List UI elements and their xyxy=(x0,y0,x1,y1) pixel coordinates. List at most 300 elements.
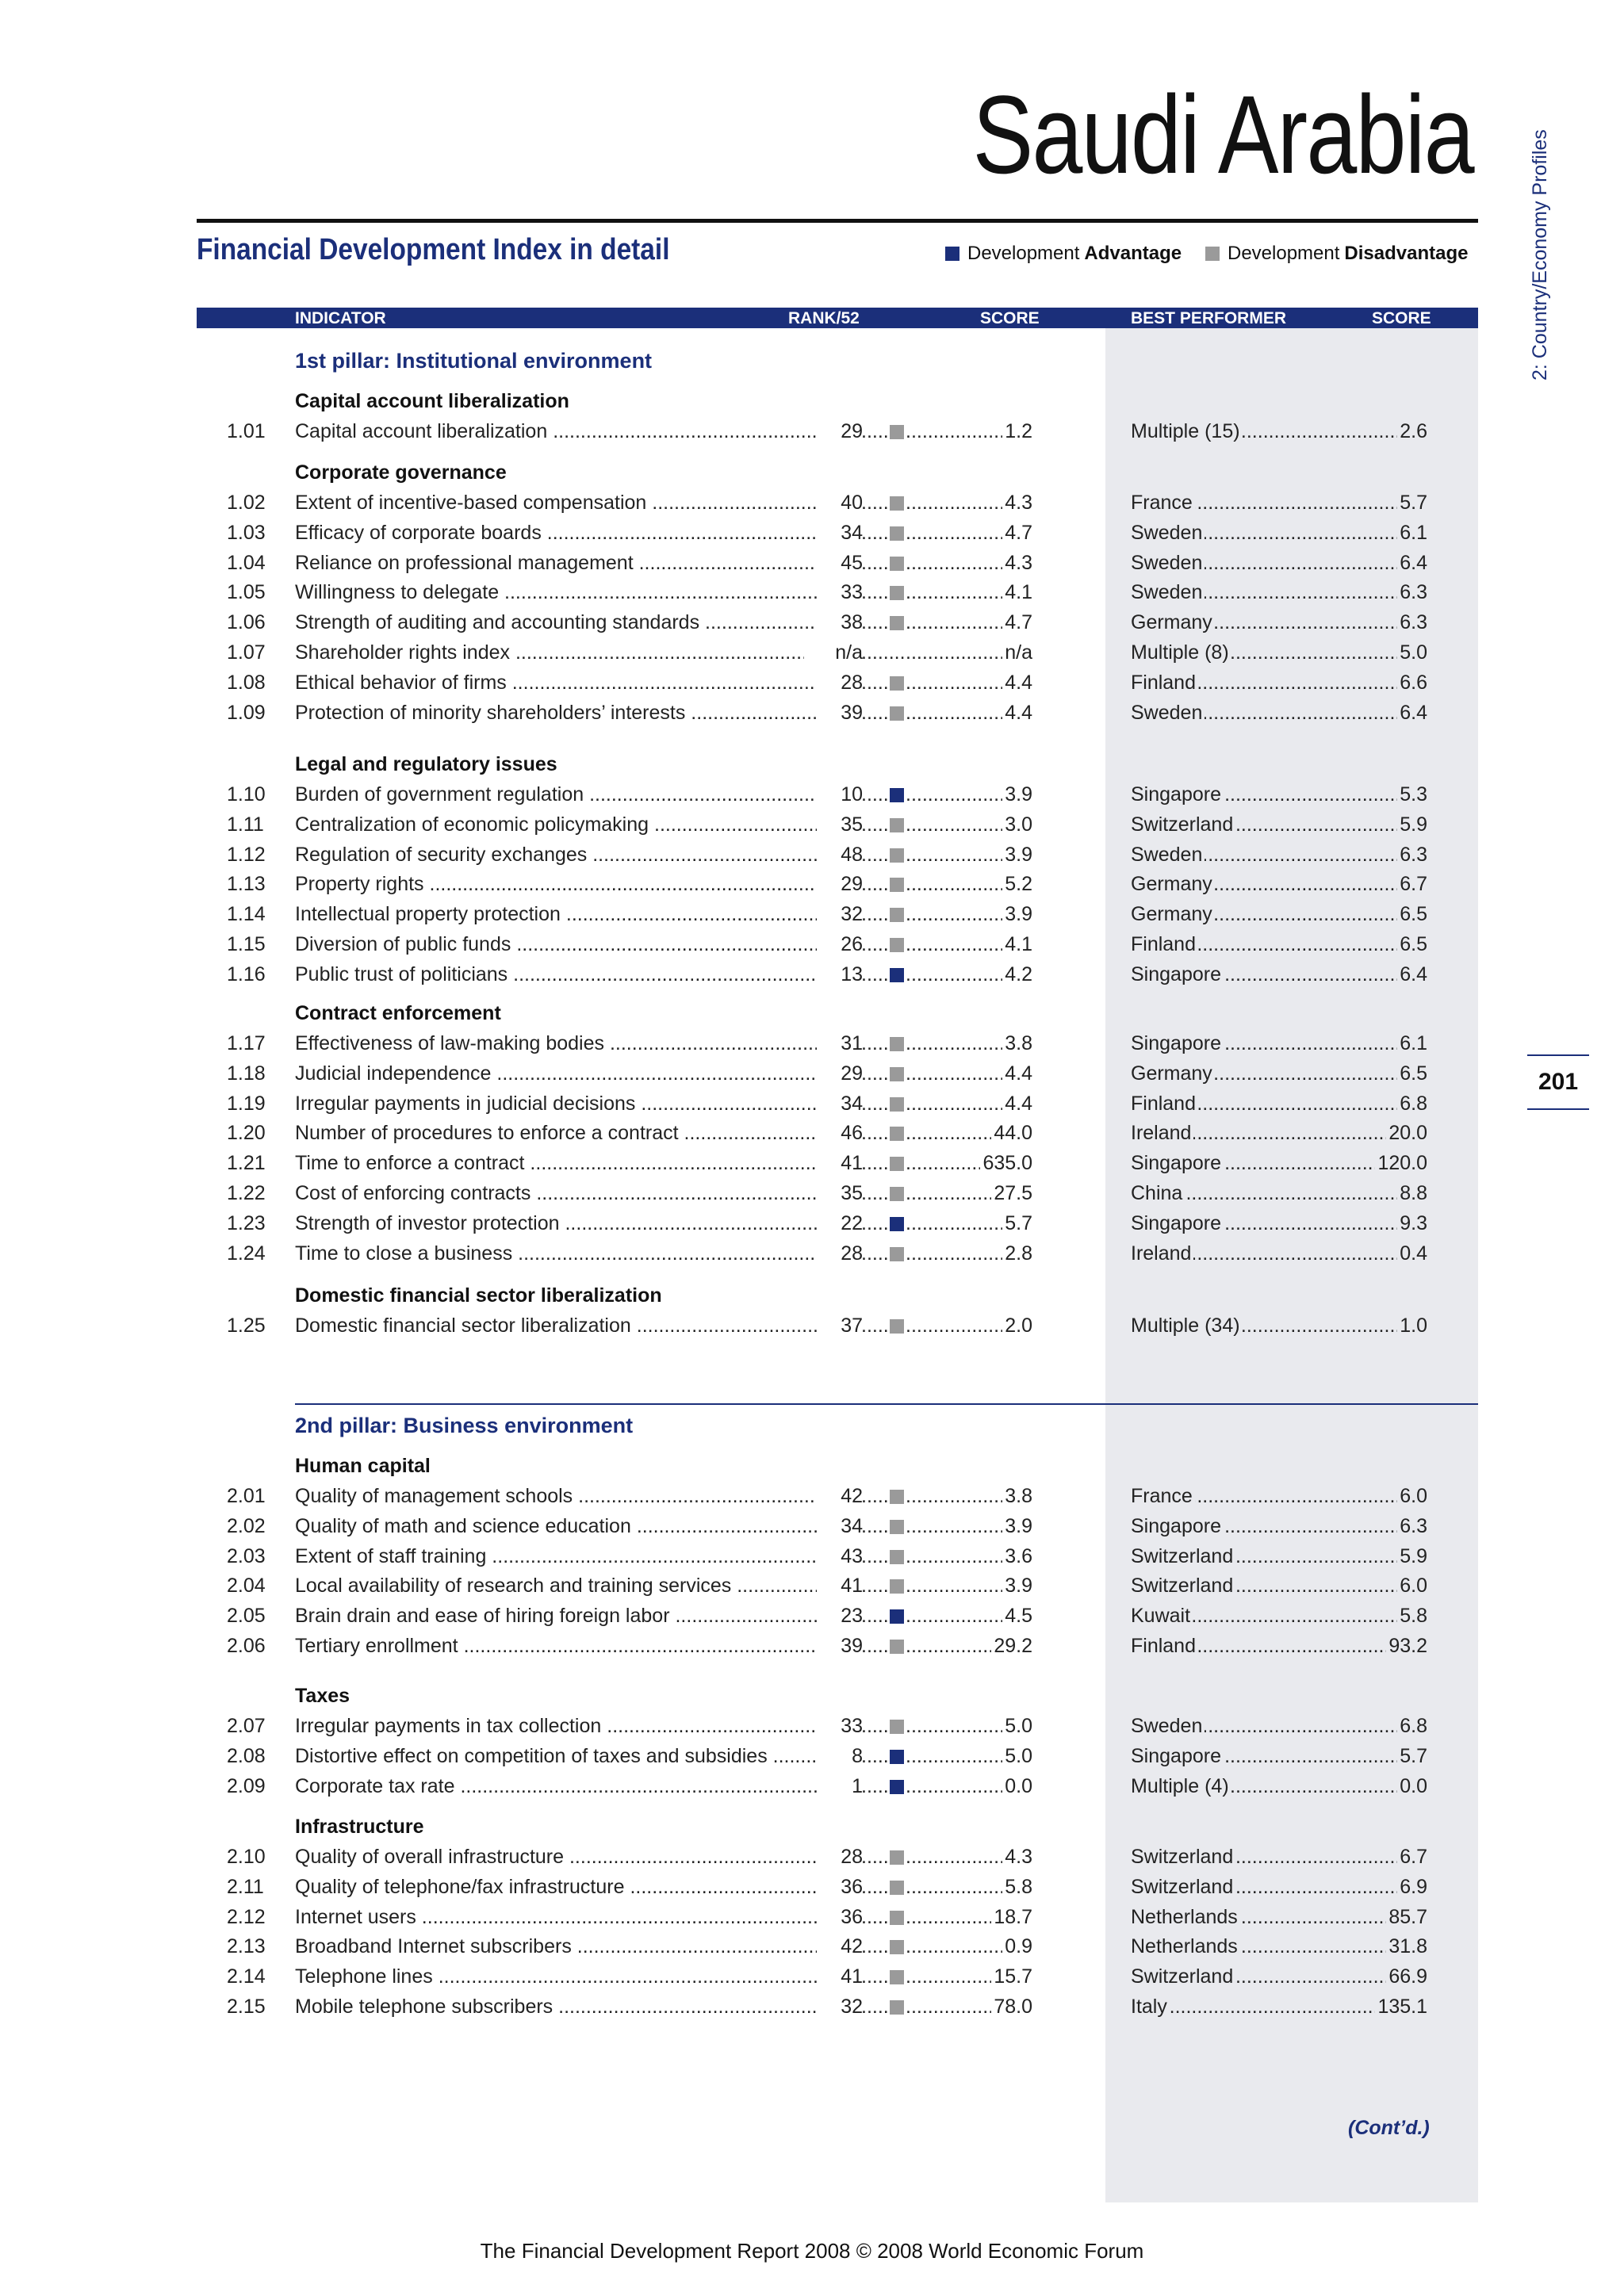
indicator-number: 1.10 xyxy=(227,783,266,806)
disadvantage-square-icon xyxy=(890,1157,904,1171)
rank-value: 42 xyxy=(817,1935,863,1958)
table-row xyxy=(0,581,1624,608)
table-row xyxy=(0,492,1624,519)
indicator-number: 1.03 xyxy=(227,521,266,544)
best-performer-name: Switzerland xyxy=(1131,1846,1235,1868)
rank-value: 42 xyxy=(817,1485,863,1508)
leader-dots xyxy=(861,1062,888,1085)
rank-value: 22 xyxy=(817,1212,863,1235)
best-performer-score: 31.8 xyxy=(1386,1935,1427,1958)
table-row xyxy=(0,873,1624,900)
indicator-number: 2.04 xyxy=(227,1575,266,1598)
indicator-name: Public trust of politicians ..... xyxy=(295,963,858,986)
best-performer-name: Ireland xyxy=(1131,1122,1193,1144)
best-performer-cell xyxy=(1131,1485,1427,1508)
disadvantage-square-icon xyxy=(890,1067,904,1081)
legend-disadvantage-prefix: Development xyxy=(1228,243,1340,264)
rank-value: 32 xyxy=(817,903,863,926)
disadvantage-square-icon xyxy=(890,1850,904,1865)
score-cell xyxy=(906,702,1032,725)
score-cell xyxy=(906,813,1032,836)
score-value: ..... 4.3 xyxy=(1002,492,1032,515)
score-cell xyxy=(906,1545,1032,1568)
score-cell xyxy=(906,1122,1032,1145)
best-performer-cell xyxy=(1131,963,1427,986)
indicator-name: Time to close a business ..... xyxy=(295,1242,858,1265)
indicator-name: Broadband Internet subscribers ..... xyxy=(295,1935,858,1958)
table-row xyxy=(0,1122,1624,1149)
footer: The Financial Development Report 2008 © 2008 World Economic Forum xyxy=(480,2239,1144,2263)
best-performer-score: 5.3 xyxy=(1397,783,1427,806)
table-row xyxy=(0,783,1624,810)
best-performer-score: 6.5 xyxy=(1397,903,1427,926)
rank-value: 33 xyxy=(817,1715,863,1738)
indicator-number: 1.20 xyxy=(227,1122,266,1145)
best-performer-score: 9.3 xyxy=(1397,1212,1427,1235)
indicator-number: 1.11 xyxy=(227,813,264,836)
disadvantage-square-icon xyxy=(890,1550,904,1564)
table-row xyxy=(0,933,1624,960)
best-performer-score: 6.4 xyxy=(1397,552,1427,575)
score-cell xyxy=(906,611,1032,634)
rank-value: 34 xyxy=(817,1093,863,1115)
score-value: ..... 15.7 xyxy=(991,1965,1032,1988)
score-cell xyxy=(906,552,1032,575)
score-cell xyxy=(906,581,1032,604)
score-cell xyxy=(906,1906,1032,1929)
best-performer-cell xyxy=(1131,1093,1427,1115)
score-value: ..... 3.9 xyxy=(1002,844,1032,867)
rank-value: n/a xyxy=(804,641,863,664)
advantage-square-icon xyxy=(945,247,959,261)
disadvantage-square-icon xyxy=(890,1319,904,1334)
table-row xyxy=(0,1182,1624,1209)
indicator-number: 1.22 xyxy=(227,1182,266,1204)
indicator-number: 1.06 xyxy=(227,611,266,634)
score-value: ..... 3.9 xyxy=(1002,1515,1032,1538)
best-performer-name: Singapore xyxy=(1131,963,1224,985)
table-row xyxy=(0,1314,1624,1341)
leader-dots xyxy=(861,1122,888,1145)
disadvantage-square-icon xyxy=(890,706,904,721)
rank-value: 26 xyxy=(817,933,863,956)
score-cell xyxy=(906,933,1032,956)
rank-value: 29 xyxy=(817,873,863,896)
disadvantage-square-icon xyxy=(890,496,904,511)
rank-value: 35 xyxy=(817,1182,863,1205)
disadvantage-square-icon xyxy=(890,1187,904,1201)
pillar-divider xyxy=(295,1403,1478,1405)
legend-advantage-bold: Advantage xyxy=(1084,243,1182,264)
score-value: ..... 29.2 xyxy=(991,1635,1032,1658)
score-cell xyxy=(906,1152,1032,1175)
indicator-name: Quality of overall infrastructure ..... xyxy=(295,1846,858,1869)
score-cell xyxy=(906,1935,1032,1958)
table-row xyxy=(0,1062,1624,1089)
disadvantage-square-icon xyxy=(890,1940,904,1954)
table-row xyxy=(0,1876,1624,1903)
pillar-title: 2nd pillar: Business environment xyxy=(295,1414,634,1437)
rank-value: 32 xyxy=(817,1996,863,2019)
table-row xyxy=(0,1242,1624,1269)
best-performer-score: 6.3 xyxy=(1397,581,1427,604)
indicator-name: Shareholder rights index ..... xyxy=(295,641,858,664)
indicator-number: 1.12 xyxy=(227,843,266,866)
advantage-square-icon xyxy=(890,788,904,802)
best-performer-cell xyxy=(1131,1935,1427,1958)
rank-value: 38 xyxy=(817,611,863,634)
best-performer-score: 5.7 xyxy=(1397,1745,1427,1768)
score-cell xyxy=(906,1575,1032,1598)
rank-value: 48 xyxy=(817,844,863,867)
table-row xyxy=(0,903,1624,930)
indicator-name: Quality of telephone/fax infrastructure ..... xyxy=(295,1876,858,1899)
score-value: ..... 3.8 xyxy=(1002,1032,1032,1055)
score-cell xyxy=(906,1745,1032,1768)
best-performer-name: Sweden xyxy=(1131,844,1205,866)
best-performer-cell xyxy=(1131,1314,1427,1337)
best-performer-cell xyxy=(1131,1846,1427,1869)
best-performer-name: Sweden xyxy=(1131,522,1205,544)
table-row xyxy=(0,1965,1624,1992)
leader-dots xyxy=(861,1635,888,1658)
best-performer-name: Switzerland xyxy=(1131,1965,1235,1988)
indicator-name: Judicial independence ..... xyxy=(295,1062,858,1085)
indicator-name: Ethical behavior of firms ..... xyxy=(295,672,858,695)
score-value: ..... 4.4 xyxy=(1002,672,1032,695)
score-cell xyxy=(906,492,1032,515)
best-performer-score: 6.8 xyxy=(1397,1093,1427,1115)
best-performer-score: 5.7 xyxy=(1397,492,1427,515)
indicator-name: Centralization of economic policymaking ..... xyxy=(295,813,858,836)
best-performer-cell xyxy=(1131,641,1427,664)
indicator-number: 1.24 xyxy=(227,1242,266,1265)
best-performer-name: Switzerland xyxy=(1131,813,1235,836)
header-indicator: INDICATOR xyxy=(295,309,386,327)
table-row xyxy=(0,1093,1624,1119)
group-heading: Contract enforcement xyxy=(295,1002,501,1024)
disadvantage-square-icon xyxy=(890,676,904,691)
leader-dots xyxy=(861,522,888,545)
leader-dots xyxy=(861,1093,888,1115)
legend-advantage-prefix: Development xyxy=(967,243,1080,264)
best-performer-cell xyxy=(1131,611,1427,634)
score-value: ..... 3.9 xyxy=(1002,783,1032,806)
disadvantage-square-icon xyxy=(890,586,904,600)
best-performer-name: Multiple (4) xyxy=(1131,1775,1231,1797)
score-cell xyxy=(906,963,1032,986)
disadvantage-square-icon xyxy=(890,557,904,571)
best-performer-cell xyxy=(1131,1182,1427,1205)
disadvantage-square-icon xyxy=(890,1037,904,1051)
table-row xyxy=(0,813,1624,840)
best-performer-name: Switzerland xyxy=(1131,1545,1235,1567)
best-performer-cell xyxy=(1131,552,1427,575)
score-value: ..... 3.6 xyxy=(1002,1545,1032,1568)
indicator-name: Capital account liberalization ..... xyxy=(295,420,858,443)
best-performer-cell xyxy=(1131,420,1427,443)
score-cell xyxy=(906,641,1032,664)
best-performer-name: Ireland xyxy=(1131,1242,1193,1265)
best-performer-name: Finland xyxy=(1131,933,1198,955)
table-row xyxy=(0,672,1624,698)
leader-dots xyxy=(861,1575,888,1598)
group-heading: Taxes xyxy=(295,1685,350,1707)
best-performer-score: 85.7 xyxy=(1386,1906,1427,1929)
indicator-number: 1.17 xyxy=(227,1032,266,1054)
score-cell xyxy=(906,1605,1032,1628)
best-performer-name: China xyxy=(1131,1182,1185,1204)
indicator-number: 1.14 xyxy=(227,903,266,926)
leader-dots xyxy=(861,1242,888,1265)
score-value: ..... 4.5 xyxy=(1002,1605,1032,1628)
best-performer-cell xyxy=(1131,1062,1427,1085)
score-cell xyxy=(906,1242,1032,1265)
indicator-name: Distortive effect on competition of taxes and subsidies ..... xyxy=(295,1745,858,1768)
header-rank: RANK/52 xyxy=(788,309,860,327)
indicator-number: 2.09 xyxy=(227,1774,266,1797)
best-performer-name: Germany xyxy=(1131,873,1215,895)
advantage-square-icon xyxy=(890,1780,904,1794)
group-heading: Human capital xyxy=(295,1455,431,1477)
leader-dots xyxy=(861,1545,888,1568)
indicator-number: 1.01 xyxy=(227,420,266,442)
group-heading: Domestic financial sector liberalization xyxy=(295,1284,662,1307)
best-performer-cell xyxy=(1131,1032,1427,1055)
best-performer-name: Switzerland xyxy=(1131,1575,1235,1597)
indicator-name: Burden of government regulation ..... xyxy=(295,783,858,806)
indicator-number: 2.05 xyxy=(227,1605,266,1628)
best-performer-score: 6.7 xyxy=(1397,1846,1427,1869)
best-performer-score: 20.0 xyxy=(1386,1122,1427,1145)
indicator-number: 1.05 xyxy=(227,581,266,604)
indicator-name: Domestic financial sector liberalization ..... xyxy=(295,1314,858,1337)
disadvantage-square-icon xyxy=(890,878,904,892)
leader-dots xyxy=(861,1846,888,1869)
score-value: ..... 0.0 xyxy=(1002,1775,1032,1798)
rank-value: 40 xyxy=(817,492,863,515)
best-performer-name: Germany xyxy=(1131,611,1215,633)
rank-value: 43 xyxy=(817,1545,863,1568)
best-performer-cell xyxy=(1131,1605,1427,1628)
leader-dots xyxy=(861,1152,888,1175)
score-value: ..... 78.0 xyxy=(991,1996,1032,2019)
best-performer-name: France xyxy=(1131,492,1195,514)
continued-note: (Cont’d.) xyxy=(1348,2117,1430,2139)
score-value: ..... 3.9 xyxy=(1002,1575,1032,1598)
rank-value: 1 xyxy=(817,1775,863,1798)
disadvantage-square-icon xyxy=(890,2000,904,2015)
rank-value: 28 xyxy=(817,1846,863,1869)
indicator-number: 2.06 xyxy=(227,1635,266,1657)
table-row xyxy=(0,641,1624,668)
best-performer-score: 5.0 xyxy=(1397,641,1427,664)
indicator-name: Protection of minority shareholders’ interests ..... xyxy=(295,702,858,725)
best-performer-cell xyxy=(1131,492,1427,515)
indicator-number: 1.21 xyxy=(227,1152,266,1175)
group-heading: Corporate governance xyxy=(295,461,507,484)
score-value: ..... 44.0 xyxy=(991,1122,1032,1145)
header-best-score: SCORE xyxy=(1372,309,1431,327)
indicator-number: 1.19 xyxy=(227,1092,266,1115)
score-cell xyxy=(906,672,1032,695)
best-performer-score: 8.8 xyxy=(1397,1182,1427,1205)
best-performer-score: 6.9 xyxy=(1397,1876,1427,1899)
best-performer-cell xyxy=(1131,1515,1427,1538)
score-value: ..... 4.1 xyxy=(1002,933,1032,956)
rank-value: 41 xyxy=(817,1965,863,1988)
indicator-name: Quality of math and science education ..... xyxy=(295,1515,858,1538)
score-cell xyxy=(906,1062,1032,1085)
rank-value: 34 xyxy=(817,522,863,545)
rank-value: 45 xyxy=(817,552,863,575)
legend-disadvantage xyxy=(1205,243,1468,265)
rank-value: 41 xyxy=(817,1152,863,1175)
indicator-name: Reliance on professional management ..... xyxy=(295,552,858,575)
rank-value: 35 xyxy=(817,813,863,836)
indicator-name: Extent of staff training ..... xyxy=(295,1545,858,1568)
best-performer-score: 6.6 xyxy=(1397,672,1427,695)
best-performer-cell xyxy=(1131,581,1427,604)
leader-dots xyxy=(861,963,888,986)
score-cell xyxy=(906,1715,1032,1738)
side-label-text: 2: Country/Economy Profiles xyxy=(1529,129,1551,381)
leader-dots xyxy=(861,1212,888,1235)
table-row xyxy=(0,702,1624,729)
disadvantage-square-icon xyxy=(890,848,904,863)
score-value: ..... 4.7 xyxy=(1002,611,1032,634)
advantage-square-icon xyxy=(890,968,904,982)
indicator-number: 1.02 xyxy=(227,492,266,514)
best-performer-score: 2.6 xyxy=(1397,420,1427,443)
leader-dots xyxy=(861,1996,888,2019)
leader-dots xyxy=(861,1182,888,1205)
best-performer-name: Finland xyxy=(1131,1635,1198,1657)
best-performer-name: Netherlands xyxy=(1131,1906,1240,1928)
group-heading: Infrastructure xyxy=(295,1816,424,1838)
leader-dots xyxy=(861,844,888,867)
score-value: ..... 4.4 xyxy=(1002,1093,1032,1115)
leader-dots xyxy=(861,611,888,634)
table-row xyxy=(0,1152,1624,1179)
disadvantage-square-icon xyxy=(890,818,904,832)
indicator-name: Strength of auditing and accounting standards ..... xyxy=(295,611,858,634)
disadvantage-square-icon xyxy=(890,1520,904,1534)
leader-dots xyxy=(861,903,888,926)
leader-dots xyxy=(861,702,888,725)
score-value: ..... 4.4 xyxy=(1002,1062,1032,1085)
indicator-number: 1.09 xyxy=(227,701,266,724)
score-value: ..... 635.0 xyxy=(980,1152,1032,1175)
best-performer-name: Finland xyxy=(1131,672,1198,694)
indicator-number: 2.07 xyxy=(227,1715,266,1737)
rank-value: 23 xyxy=(817,1605,863,1628)
indicator-name: Intellectual property protection ..... xyxy=(295,903,858,926)
table-row xyxy=(0,1515,1624,1542)
score-value: ..... 5.0 xyxy=(1002,1745,1032,1768)
best-performer-cell xyxy=(1131,1545,1427,1568)
table-row xyxy=(0,1485,1624,1512)
best-performer-cell xyxy=(1131,1876,1427,1899)
best-performer-score: 6.7 xyxy=(1397,873,1427,896)
indicator-name: Tertiary enrollment ..... xyxy=(295,1635,858,1658)
best-performer-cell xyxy=(1131,1996,1427,2019)
score-value: ..... 18.7 xyxy=(991,1906,1032,1929)
best-performer-name: Sweden xyxy=(1131,581,1205,603)
score-value: ..... n/a xyxy=(1002,641,1032,664)
score-cell xyxy=(906,1965,1032,1988)
disadvantage-square-icon xyxy=(890,1640,904,1654)
best-performer-score: 6.5 xyxy=(1397,933,1427,956)
table-row xyxy=(0,1545,1624,1572)
indicator-name: Quality of management schools ..... xyxy=(295,1485,858,1508)
page-title: Saudi Arabia xyxy=(972,72,1473,197)
indicator-number: 2.14 xyxy=(227,1965,266,1988)
score-value: ..... 4.3 xyxy=(1002,552,1032,575)
best-performer-name: Singapore xyxy=(1131,1745,1224,1767)
best-performer-cell xyxy=(1131,783,1427,806)
table-header xyxy=(197,308,1478,328)
best-performer-score: 6.5 xyxy=(1397,1062,1427,1085)
indicator-number: 2.11 xyxy=(227,1875,264,1898)
table-row xyxy=(0,1996,1624,2022)
best-performer-name: Sweden xyxy=(1131,1715,1205,1737)
advantage-square-icon xyxy=(890,1217,904,1231)
disadvantage-square-icon xyxy=(890,1881,904,1895)
rank-value: 37 xyxy=(817,1314,863,1337)
indicator-number: 1.04 xyxy=(227,551,266,574)
best-performer-cell xyxy=(1131,933,1427,956)
table-row xyxy=(0,1906,1624,1933)
leader-dots xyxy=(861,1906,888,1929)
best-performer-cell xyxy=(1131,1635,1427,1658)
legend-advantage xyxy=(945,243,1182,265)
score-cell xyxy=(906,522,1032,545)
leader-dots xyxy=(861,1485,888,1508)
indicator-name: Effectiveness of law-making bodies ..... xyxy=(295,1032,858,1055)
disadvantage-square-icon xyxy=(890,1490,904,1504)
best-performer-name: Sweden xyxy=(1131,552,1205,574)
indicator-name: Mobile telephone subscribers ..... xyxy=(295,1996,858,2019)
best-performer-name: Finland xyxy=(1131,1093,1198,1115)
leader-dots xyxy=(861,1032,888,1055)
best-performer-score: 6.0 xyxy=(1397,1575,1427,1598)
score-cell xyxy=(906,1635,1032,1658)
indicator-number: 1.16 xyxy=(227,962,266,985)
score-value: ..... 27.5 xyxy=(991,1182,1032,1205)
indicator-name: Corporate tax rate ..... xyxy=(295,1775,858,1798)
best-performer-score: 6.0 xyxy=(1397,1485,1427,1508)
disadvantage-square-icon xyxy=(890,1247,904,1261)
best-performer-cell xyxy=(1131,903,1427,926)
score-value: ..... 4.3 xyxy=(1002,1846,1032,1869)
best-performer-name: Multiple (15) xyxy=(1131,420,1243,442)
best-performer-cell xyxy=(1131,1745,1427,1768)
score-value: ..... 3.0 xyxy=(1002,813,1032,836)
table-row xyxy=(0,1032,1624,1059)
best-performer-score: 6.1 xyxy=(1397,1032,1427,1055)
disadvantage-square-icon xyxy=(890,1970,904,1984)
rank-value: 10 xyxy=(817,783,863,806)
best-performer-cell xyxy=(1131,522,1427,545)
indicator-name: Diversion of public funds ..... xyxy=(295,933,858,956)
best-performer-name: France xyxy=(1131,1485,1195,1507)
leader-dots xyxy=(861,1935,888,1958)
table-row xyxy=(0,963,1624,990)
score-value: ..... 3.8 xyxy=(1002,1485,1032,1508)
header-score: SCORE xyxy=(980,309,1040,327)
table-row xyxy=(0,611,1624,638)
